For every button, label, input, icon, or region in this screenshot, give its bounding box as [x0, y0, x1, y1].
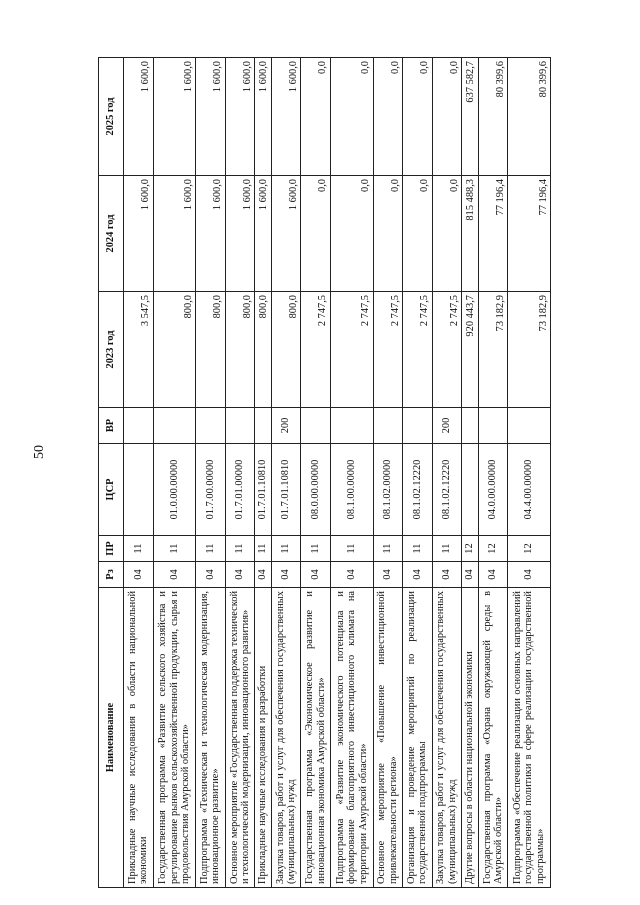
cell-vr [255, 408, 271, 444]
table-row [462, 58, 478, 888]
cell-vr: 200 [271, 408, 301, 444]
table-row [196, 58, 226, 888]
cell-rz: 04 [271, 562, 301, 588]
table-row [373, 58, 403, 888]
cell-pr: 11 [196, 536, 226, 562]
table-row [225, 58, 255, 888]
cell-rz: 04 [225, 562, 255, 588]
cell-pr: 12 [462, 536, 478, 562]
cell-name: Закупка товаров, работ и услуг для обеспечения государственных (муниципальных) нужд [432, 588, 462, 888]
cell-2024: 0,0 [432, 176, 462, 292]
cell-vr [478, 408, 508, 444]
cell-vr [403, 408, 433, 444]
table-row [301, 58, 331, 888]
cell-csr: 01.7.01.10810 [255, 444, 271, 536]
cell-2025: 0,0 [301, 58, 331, 176]
cell-2024: 1 600,0 [271, 176, 301, 292]
cell-csr [462, 444, 478, 536]
cell-pr: 11 [255, 536, 271, 562]
cell-pr: 12 [508, 536, 551, 562]
cell-csr: 01.0.00.00000 [153, 444, 196, 536]
cell-pr: 11 [153, 536, 196, 562]
cell-2025: 0,0 [403, 58, 433, 176]
budget-table-rotated [98, 58, 551, 888]
header-vr: ВР [99, 408, 124, 444]
cell-rz: 04 [403, 562, 433, 588]
cell-vr [330, 408, 373, 444]
cell-2023: 800,0 [255, 292, 271, 408]
cell-vr [301, 408, 331, 444]
cell-rz: 04 [124, 562, 154, 588]
cell-2025: 1 600,0 [255, 58, 271, 176]
cell-2023: 2 747,5 [373, 292, 403, 408]
cell-name: Закупка товаров, работ и услуг для обеспечения государственных (муниципальных) нужд [271, 588, 301, 888]
cell-rz: 04 [373, 562, 403, 588]
table-row [124, 58, 154, 888]
header-2024: 2024 год [99, 176, 124, 292]
cell-2023: 73 182,9 [508, 292, 551, 408]
cell-pr: 11 [124, 536, 154, 562]
cell-2023: 800,0 [271, 292, 301, 408]
table-row [271, 58, 301, 888]
cell-csr: 01.7.01.10810 [271, 444, 301, 536]
cell-2024: 1 600,0 [225, 176, 255, 292]
cell-2025: 637 582,7 [462, 58, 478, 176]
cell-pr: 11 [373, 536, 403, 562]
page-number: 50 [32, 445, 47, 459]
cell-vr [153, 408, 196, 444]
cell-name: Основное мероприятие «Государственная поддержка технической и технологической модернизации, инновационного развития» [225, 588, 255, 888]
cell-rz: 04 [255, 562, 271, 588]
cell-pr: 11 [301, 536, 331, 562]
cell-name: Организация и проведение мероприятий по реализации государственной подпрограммы [403, 588, 433, 888]
cell-name: Основное мероприятие «Повышение инвестиционной привлекательности региона» [373, 588, 403, 888]
cell-2024: 1 600,0 [196, 176, 226, 292]
cell-rz: 04 [196, 562, 226, 588]
cell-csr: 04.4.00.00000 [508, 444, 551, 536]
cell-name: Подпрограмма «Обеспечение реализации основных направлений государственной политики в сфере реализации государственной программы» [508, 588, 551, 888]
cell-2025: 1 600,0 [225, 58, 255, 176]
cell-2023: 800,0 [225, 292, 255, 408]
cell-csr: 08.1.02.12220 [403, 444, 433, 536]
cell-vr [196, 408, 226, 444]
cell-pr: 11 [271, 536, 301, 562]
cell-rz: 04 [508, 562, 551, 588]
cell-2025: 0,0 [432, 58, 462, 176]
cell-2024: 0,0 [301, 176, 331, 292]
table-body [124, 58, 551, 888]
table-row [330, 58, 373, 888]
cell-csr: 08.0.00.00000 [301, 444, 331, 536]
cell-2023: 800,0 [153, 292, 196, 408]
cell-pr: 11 [432, 536, 462, 562]
cell-csr: 08.1.00.00000 [330, 444, 373, 536]
cell-2023: 2 747,5 [432, 292, 462, 408]
cell-pr: 12 [478, 536, 508, 562]
cell-name: Подпрограмма «Техническая и технологическая модернизация, инновационное развитие» [196, 588, 226, 888]
cell-2025: 1 600,0 [196, 58, 226, 176]
cell-name: Государственная программа «Развитие сельского хозяйства и регулирование рынков сельскохозяйственной продукции, сырья и продовольствия Амурской области» [153, 588, 196, 888]
cell-2024: 815 488,3 [462, 176, 478, 292]
cell-csr: 08.1.02.12220 [432, 444, 462, 536]
cell-2023: 800,0 [196, 292, 226, 408]
cell-2024: 1 600,0 [153, 176, 196, 292]
cell-2024: 0,0 [403, 176, 433, 292]
cell-vr [508, 408, 551, 444]
cell-vr: 200 [432, 408, 462, 444]
cell-2023: 2 747,5 [403, 292, 433, 408]
table-row [508, 58, 551, 888]
cell-vr [462, 408, 478, 444]
cell-2024: 1 600,0 [255, 176, 271, 292]
cell-2023: 2 747,5 [330, 292, 373, 408]
table-row [403, 58, 433, 888]
header-2023: 2023 год [99, 292, 124, 408]
cell-2024: 1 600,0 [124, 176, 154, 292]
header-row [99, 58, 124, 888]
cell-rz: 04 [153, 562, 196, 588]
header-name: Наименование [99, 588, 124, 888]
cell-2024: 77 196,4 [478, 176, 508, 292]
cell-rz: 04 [432, 562, 462, 588]
cell-2024: 0,0 [330, 176, 373, 292]
cell-csr: 04.0.00.00000 [478, 444, 508, 536]
cell-name: Государственная программа «Охрана окружающей среды в Амурской области» [478, 588, 508, 888]
cell-rz: 04 [301, 562, 331, 588]
cell-2025: 80 399,6 [508, 58, 551, 176]
cell-2025: 1 600,0 [153, 58, 196, 176]
cell-2024: 0,0 [373, 176, 403, 292]
table-row [478, 58, 508, 888]
cell-pr: 11 [330, 536, 373, 562]
header-2025: 2025 год [99, 58, 124, 176]
cell-name: Подпрограмма «Развитие экономического потенциала и формирование благоприятного инвестиционного климата на территории Амурской области» [330, 588, 373, 888]
budget-table [98, 57, 551, 888]
table-row [153, 58, 196, 888]
cell-vr [124, 408, 154, 444]
cell-pr: 11 [225, 536, 255, 562]
cell-rz: 04 [462, 562, 478, 588]
header-rz: Рз [99, 562, 124, 588]
cell-2023: 920 443,7 [462, 292, 478, 408]
cell-2025: 1 600,0 [124, 58, 154, 176]
cell-csr: 01.7.00.00000 [196, 444, 226, 536]
cell-2025: 1 600,0 [271, 58, 301, 176]
cell-csr [124, 444, 154, 536]
cell-csr: 08.1.02.00000 [373, 444, 403, 536]
cell-name: Прикладные научные исследования в области национальной экономики [124, 588, 154, 888]
cell-2024: 77 196,4 [508, 176, 551, 292]
cell-2025: 0,0 [373, 58, 403, 176]
cell-2025: 0,0 [330, 58, 373, 176]
cell-2023: 3 547,5 [124, 292, 154, 408]
cell-name: Прикладные научные исследования и разработки [255, 588, 271, 888]
header-pr: ПР [99, 536, 124, 562]
cell-rz: 04 [478, 562, 508, 588]
header-csr: ЦСР [99, 444, 124, 536]
cell-csr: 01.7.01.00000 [225, 444, 255, 536]
cell-name: Государственная программа «Экономическое развитие и инновационная экономика Амурской области» [301, 588, 331, 888]
cell-2023: 2 747,5 [301, 292, 331, 408]
cell-2025: 80 399,6 [478, 58, 508, 176]
table-row [255, 58, 271, 888]
table-row [432, 58, 462, 888]
cell-vr [225, 408, 255, 444]
cell-2023: 73 182,9 [478, 292, 508, 408]
cell-vr [373, 408, 403, 444]
cell-pr: 11 [403, 536, 433, 562]
cell-rz: 04 [330, 562, 373, 588]
cell-name: Другие вопросы в области национальной экономики [462, 588, 478, 888]
